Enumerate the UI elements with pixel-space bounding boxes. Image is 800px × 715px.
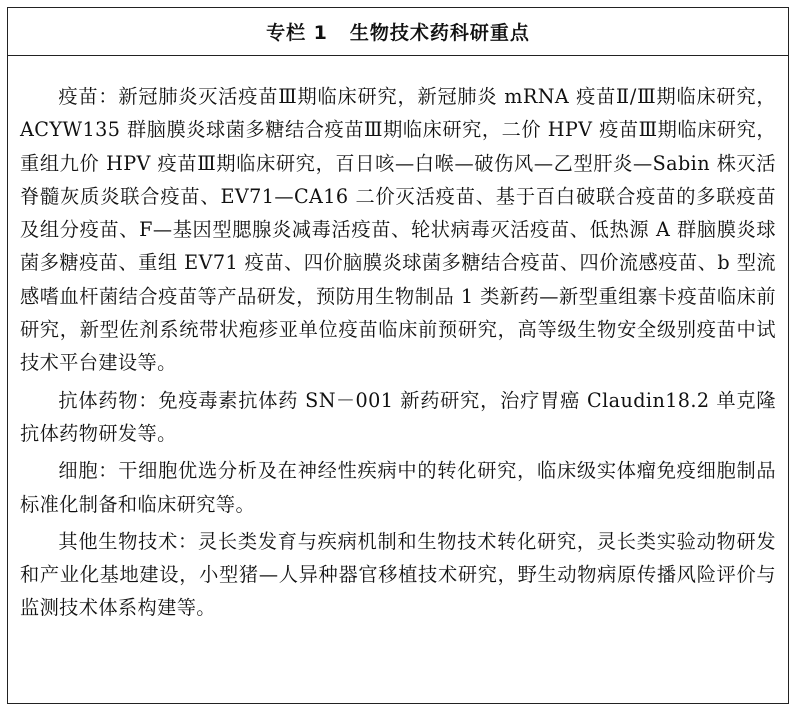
paragraph-vaccines: 疫苗：新冠肺炎灭活疫苗Ⅲ期临床研究，新冠肺炎 mRNA 疫苗Ⅱ/Ⅲ期临床研究，ACYW135 群脑膜炎球菌多糖结合疫苗Ⅲ期临床研究，二价 HPV 疫苗Ⅲ期临床研究，重组九价 HPV 疫苗Ⅲ期临床研究，百日咳—白喉—破伤风—乙型肝炎—Sabin 株灭活脊髓灰质炎联合疫苗、EV71—CA16 二价灭活疫苗、基于百白破联合疫苗的多联疫苗及组分疫苗、F—基因型腮腺炎减毒活疫苗、轮状病毒灭活疫苗、低热源 A 群脑膜炎球菌多糖疫苗、重组 EV71 疫苗、四价脑膜炎球菌多糖结合疫苗、四价流感疫苗、b 型流感嗜血杆菌结合疫苗等产品研发，预防用生物制品 1 类新药—新型重组寨卡疫苗临床前研究，新型佐剂系统带状疱疹亚单位疫苗临床前预研究，高等级生物安全级别疫苗中试技术平台建设等。 xyxy=(20,85,776,375)
paragraph-other-biotech: 其他生物技术：灵长类发育与疾病机制和生物技术转化研究，灵长类实验动物研发和产业化基地建设，小型猪—人异种器官移植技术研究，野生动物病原传播风险评价与监测技术体系构建等。 xyxy=(20,529,776,620)
title-bar xyxy=(8,8,788,56)
paragraph-cells: 细胞：干细胞优选分析及在神经性疾病中的转化研究，临床级实体瘤免疫细胞制品标准化制备和临床研究等。 xyxy=(20,459,776,516)
column-content xyxy=(8,56,788,625)
paragraph-antibody-drugs: 抗体药物：免疫毒素抗体药 SN－001 新药研究，治疗胃癌 Claudin18.2 单克隆抗体药物研发等。 xyxy=(20,388,776,445)
column-heading: 生物技术药科研重点 xyxy=(349,22,530,44)
column-number: 专栏 1 xyxy=(266,22,328,44)
column-box xyxy=(7,7,789,704)
column-title xyxy=(266,18,530,45)
